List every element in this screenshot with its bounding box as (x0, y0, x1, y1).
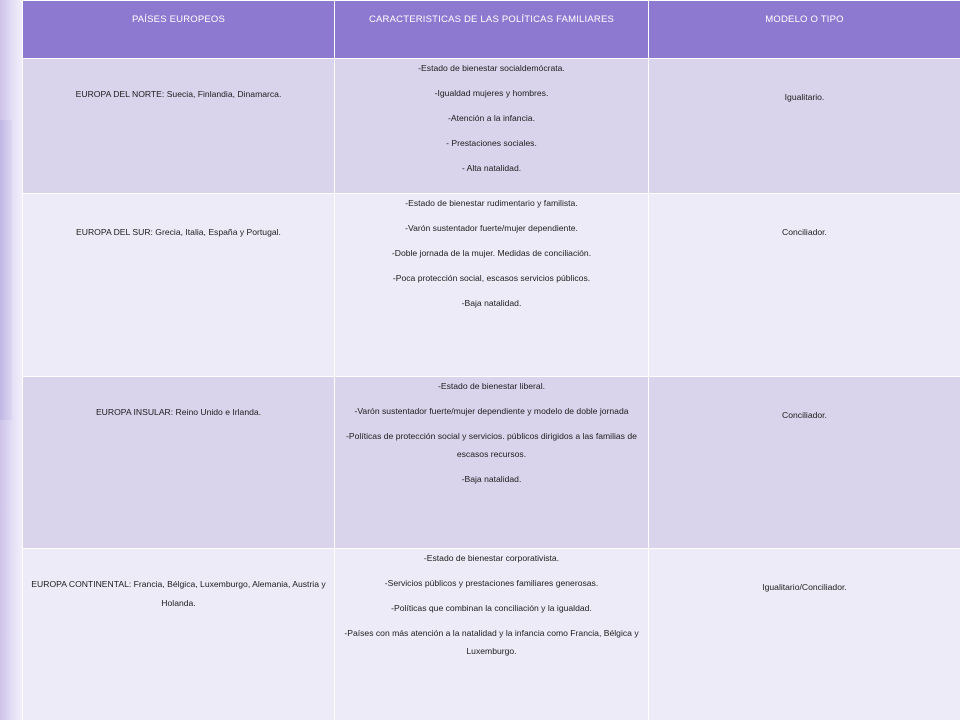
characteristic-item: -Estado de bienestar rudimentario y familista. (405, 198, 578, 208)
characteristic-item: -Doble jornada de la mujer. Medidas de conciliación. (391, 248, 592, 258)
characteristic-item: - Alta natalidad. (461, 163, 522, 173)
model-cell (649, 549, 960, 720)
model-cell (649, 59, 960, 194)
header-characteristics: CARACTERISTICAS DE LAS POLÍTICAS FAMILIARES (335, 1, 649, 59)
table-row (23, 59, 960, 194)
country-text (23, 575, 334, 613)
characteristic-item: -Políticas de protección social y servicios. públicos dirigidos a las familias de escasos recursos. (346, 431, 637, 459)
characteristic-item: -Estado de bienestar socialdemócrata. (418, 63, 565, 73)
country-cell (23, 194, 335, 377)
header-countries: PAÍSES EUROPEOS (23, 1, 335, 59)
model-cell (649, 377, 960, 549)
characteristics-cell (335, 194, 649, 377)
table-row (23, 377, 960, 549)
table-header-row (23, 1, 960, 59)
header-model: MODELO O TIPO (649, 1, 960, 59)
model-text: Conciliador. (782, 227, 827, 237)
characteristic-item: -Estado de bienestar corporativista. (423, 553, 560, 563)
country-region: EUROPA DEL SUR: (76, 227, 153, 237)
country-region: EUROPA INSULAR: (95, 407, 174, 417)
characteristic-item: -Varón sustentador fuerte/mujer dependiente y modelo de doble jornada (354, 406, 629, 416)
characteristics-cell (335, 377, 649, 549)
country-text (23, 223, 334, 242)
country-list: Francia, Bélgica, Luxemburgo, Alemania, Austria y Holanda. (131, 579, 326, 608)
characteristic-item: -Baja natalidad. (461, 474, 522, 484)
country-region: EUROPA DEL NORTE: (75, 89, 165, 99)
country-region: EUROPA CONTINENTAL: (31, 579, 132, 589)
model-text: Igualitario/Conciliador. (762, 582, 847, 592)
decorative-side-band-accent (0, 120, 12, 420)
characteristic-item: -Políticas que combinan la conciliación y la igualdad. (391, 603, 592, 613)
characteristic-item: -Poca protección social, escasos servicios públicos. (392, 273, 591, 283)
characteristics-cell (335, 549, 649, 720)
table-row (23, 549, 960, 720)
country-cell (23, 377, 335, 549)
characteristic-item: -Servicios públicos y prestaciones familiares generosas. (384, 578, 599, 588)
country-list: Reino Unido e Irlanda. (173, 407, 262, 417)
country-list: Grecia, Italia, España y Portugal. (152, 227, 281, 237)
characteristics-cell (335, 59, 649, 194)
characteristic-item: -Igualdad mujeres y hombres. (434, 88, 549, 98)
model-text: Conciliador. (782, 410, 827, 420)
characteristic-item: -Baja natalidad. (461, 298, 522, 308)
country-text (23, 85, 334, 104)
country-list: Suecia, Finlandia, Dinamarca. (164, 89, 282, 99)
model-text: Igualitario. (784, 92, 825, 102)
country-cell (23, 549, 335, 720)
country-text (23, 403, 334, 422)
characteristic-item: - Prestaciones sociales. (446, 138, 537, 148)
model-cell (649, 194, 960, 377)
table-row (23, 194, 960, 377)
characteristic-item: -Varón sustentador fuerte/mujer dependiente. (405, 223, 578, 233)
characteristic-item: -Atención a la infancia. (448, 113, 535, 123)
characteristic-item: -Países con más atención a la natalidad y la infancia como Francia, Bélgica y Luxemburgo. (344, 628, 639, 656)
characteristic-item: -Estado de bienestar liberal. (437, 381, 545, 391)
family-policies-table (22, 0, 960, 720)
country-cell (23, 59, 335, 194)
